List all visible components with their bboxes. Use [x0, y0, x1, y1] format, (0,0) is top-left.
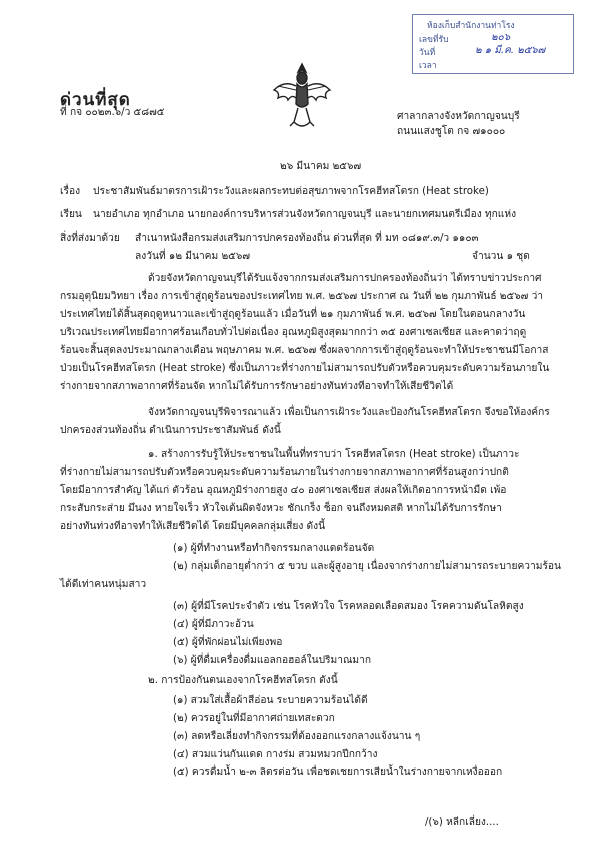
- enclosure-quantity: จำนวน ๑ ชุด: [472, 251, 530, 262]
- stamp-receipt-number: ๒๐๖: [491, 32, 511, 43]
- section-1-line: อย่างทันท่วงทีอาจทำให้เสียชีวิตได้ โดยมีบุคคลกลุ่มเสี่ยง ดังนี้: [60, 521, 326, 532]
- paragraph-1-line: ร่างกายจากสภาพอากาศที่ร้อนจัด หากไม่ได้รับการรักษาอย่างทันท่วงทีอาจทำให้เสียชีวิตได้: [60, 381, 454, 392]
- section-2-title: ๒. การป้องกันตนเองจากโรคฮีทสโตรก ดังนี้: [148, 675, 338, 686]
- prevention-item: (๓) ลดหรือเลี่ยงทำกิจกรรมที่ต้องออกแรงกลางแจ้งนาน ๆ: [173, 731, 421, 742]
- paragraph-1-line: บริเวณประเทศไทยมีอากาศร้อนเกือบทั่วไปต่อเนื่อง อุณหภูมิสูงสุดมากกว่า ๓๕ องศาเซลเซียส และคาดว่าฤดู: [60, 327, 527, 338]
- section-1-line: ที่ร่างกายไม่สามารถปรับตัวหรือควบคุมระดับความร้อนภายในร่างกายจากสภาพอากาศที่ร้อนสูงกว่าปกติ: [60, 467, 509, 478]
- continuation-marker: /(๖) หลีกเลี่ยง....: [425, 817, 499, 828]
- risk-group-item-continued: ได้ดีเท่าคนหนุ่มสาว: [60, 579, 147, 590]
- paragraph-1-line: ร้อนจะสิ้นสุดลงประมาณกลางเดือน พฤษภาคม พ.ศ. ๒๕๖๗ ซึ่งผลจากการเข้าสู่ฤดูร้อนจะทำให้ประชาชนมีโอกาส: [60, 345, 549, 356]
- risk-group-item: (๑) ผู้ที่ทำงานหรือทำกิจกรรมกลางแดดร้อนจัด: [173, 543, 375, 554]
- stamp-receipt-number-label: เลขที่รับ: [419, 35, 449, 45]
- garuda-emblem-icon: [270, 60, 334, 132]
- risk-group-item: (๕) ผู้ที่พักผ่อนไม่เพียงพอ: [173, 637, 283, 648]
- stamp-date-label: วันที่: [419, 48, 436, 58]
- paragraph-1-line: ป่วยเป็นโรคฮีทสโตรก (Heat stroke) ซึ่งเป็นภาวะที่ร่างกายไม่สามารถปรับตัวหรือควบคุมระดับความร้อนภายใน: [60, 363, 550, 374]
- paragraph-1-line: ประเทศไทยได้สิ้นสุดฤดูหนาวและเข้าสู่ฤดูร้อนแล้ว เมื่อวันที่ ๒๑ กุมภาพันธ์ พ.ศ. ๒๕๖๗ โดยในตอนกลางวัน: [60, 309, 526, 320]
- stamp-date: ๒ ๑ มี.ค. ๒๕๖๗: [475, 45, 546, 56]
- prevention-item: (๑) สวมใส่เสื้อผ้าสีอ่อน ระบายความร้อนได้ดี: [173, 695, 368, 706]
- enclosure-line-2: ลงวันที่ ๑๒ มีนาคม ๒๕๖๗: [135, 251, 250, 262]
- subject-label: เรื่อง: [60, 186, 81, 197]
- paragraph-2-line: ปกครองส่วนท้องถิ่น ดำเนินการประชาสัมพันธ์ ดังนี้: [60, 425, 281, 436]
- section-1-line: โดยมีอาการสำคัญ ได้แก่ ตัวร้อน อุณหภูมิร่างกายสูง ๔๐ องศาเซลเซียส ส่งผลให้เกิดอาการหน้ามืด เพ้อ: [60, 485, 507, 496]
- paragraph-1-line: ด้วยจังหวัดกาญจนบุรีได้รับแจ้งจากกรมส่งเสริมการปกครองท้องถิ่นว่า ได้ทราบข่าวประกาศ: [148, 273, 542, 284]
- prevention-item: (๕) ควรดื่มน้ำ ๒-๓ ลิตรต่อวัน เพื่อชดเชยการเสียน้ำในร่างกายจากเหงื่อออก: [173, 767, 503, 778]
- receipt-stamp: [412, 14, 574, 74]
- risk-group-item: (๖) ผู้ที่ดื่มเครื่องดื่มแอลกอฮอล์ในปริมาณมาก: [173, 655, 372, 666]
- section-1-line: ๑. สร้างการรับรู้ให้ประชาชนในพื้นที่ทราบว่า โรคฮีทสโตรก (Heat stroke) เป็นภาวะ: [148, 449, 520, 460]
- section-1-line: กระสับกระส่าย มึนงง หายใจเร็ว หัวใจเต้นผิดจังหวะ ชักเกร็ง ช็อก จนถึงหมดสติ หากไม่ได้รับการรักษา: [60, 503, 502, 514]
- enclosure-line-1: สำเนาหนังสือกรมส่งเสริมการปกครองท้องถิ่น ด่วนที่สุด ที่ มท ๐๘๑๙.๓/ว ๑๑๐๓: [135, 233, 479, 244]
- paragraph-1-line: กรมอุตุนิยมวิทยา เรื่อง การเข้าสู่ฤดูร้อนของประเทศไทย พ.ศ. ๒๕๖๗ ประกาศ ณ วันที่ ๒๒ กุมภาพันธ์ ๒๕๖๗ ว่า: [60, 291, 544, 302]
- sender-address: ถนนแสงชูโต กจ ๗๑๐๐๐: [397, 126, 506, 137]
- recipient-text: นายอำเภอ ทุกอำเภอ นายกองค์การบริหารส่วนจังหวัดกาญจนบุรี และนายกเทศมนตรีเมือง ทุกแห่ง: [93, 209, 517, 220]
- recipient-label: เรียน: [60, 209, 82, 220]
- document-date: ๒๖ มีนาคม ๒๕๖๗: [280, 161, 362, 172]
- stamp-office: ห้องเก็บสำนักงานท่าโรง: [427, 21, 515, 31]
- enclosure-label: สิ่งที่ส่งมาด้วย: [60, 233, 120, 244]
- prevention-item: (๔) สวมแว่นกันแดด กางร่ม สวมหมวกปีกกว้าง: [173, 749, 378, 760]
- sender-office: ศาลากลางจังหวัดกาญจนบุรี: [397, 111, 520, 122]
- urgency-stamp: ด่วนที่สุด: [60, 90, 131, 110]
- prevention-item: (๒) ควรอยู่ในที่มีอากาศถ่ายเทสะดวก: [173, 713, 335, 724]
- subject-text: ประชาสัมพันธ์มาตรการเฝ้าระวังและผลกระทบต่อสุขภาพจากโรคฮีทสโตรก (Heat stroke): [93, 186, 489, 197]
- risk-group-item: (๔) ผู้ที่มีภาวะอ้วน: [173, 619, 254, 630]
- paragraph-2-line: จังหวัดกาญจนบุรีพิจารณาแล้ว เพื่อเป็นการเฝ้าระวังและป้องกันโรคฮีทสโตรก จึงขอให้องค์กร: [148, 407, 550, 418]
- risk-group-item: (๒) กลุ่มเด็กอายุต่ำกว่า ๕ ขวบ และผู้สูงอายุ เนื่องจากร่างกายไม่สามารถระบายความร้อน: [173, 561, 562, 572]
- risk-group-item: (๓) ผู้ที่มีโรคประจำตัว เช่น โรคหัวใจ โรคหลอดเลือดสมอง โรคความดันโลหิตสูง: [173, 601, 524, 612]
- stamp-time-label: เวลา: [419, 61, 437, 71]
- document-number: ที่ กจ ๐๐๒๓.๖/ว ๕๘๗๕: [60, 107, 165, 118]
